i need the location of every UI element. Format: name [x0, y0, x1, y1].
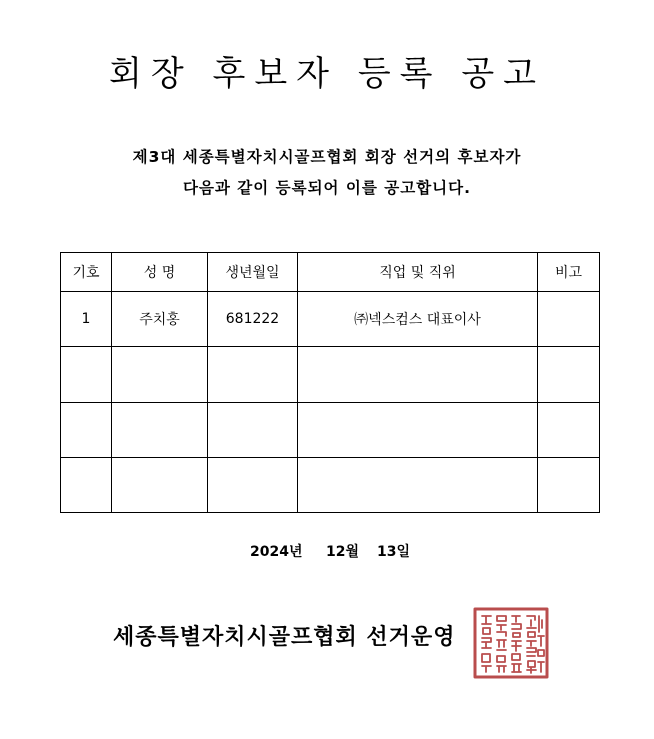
cell-job: [298, 402, 538, 457]
cell-note: [538, 292, 600, 347]
table-row: [61, 347, 600, 402]
header-birth: 생년월일: [208, 253, 298, 292]
intro-line-1: 제3대 세종특별자치시골프협회 회장 선거의 후보자가: [132, 148, 522, 166]
cell-birth: [208, 457, 298, 512]
cell-note: [538, 402, 600, 457]
table-row: [61, 402, 600, 457]
table-row: [61, 457, 600, 512]
cell-name: [112, 457, 208, 512]
cell-birth: [208, 347, 298, 402]
cell-birth: 681222: [208, 292, 298, 347]
cell-job: [298, 457, 538, 512]
cell-birth: [208, 402, 298, 457]
cell-name: 주치홍: [112, 292, 208, 347]
header-note: 비고: [538, 253, 600, 292]
table-header-row: [61, 253, 600, 292]
cell-note: [538, 347, 600, 402]
cell-no: [61, 457, 112, 512]
candidate-table: [60, 252, 600, 513]
official-seal-stamp: [472, 606, 550, 680]
cell-no: [61, 402, 112, 457]
header-job: 직업 및 직위: [298, 253, 538, 292]
intro-line-2: 다음과 같이 등록되어 이를 공고합니다.: [182, 179, 472, 197]
date-month: 12월: [326, 544, 360, 560]
date-day: 13일: [377, 544, 411, 560]
cell-no: [61, 347, 112, 402]
cell-no: 1: [61, 292, 112, 347]
cell-job: [298, 347, 538, 402]
notice-intro: [0, 142, 654, 204]
table-row: [61, 292, 600, 347]
cell-name: [112, 402, 208, 457]
notice-title: 회장 후보자 등록 공고: [108, 54, 546, 94]
header-no: 기호: [61, 253, 112, 292]
date-year: 2024년: [250, 544, 303, 560]
header-name: 성 명: [112, 253, 208, 292]
cell-job: ㈜넥스컴스 대표이사: [298, 292, 538, 347]
cell-name: [112, 347, 208, 402]
organization-name: 세종특별자치시골프협회 선거운영: [113, 625, 456, 650]
cell-note: [538, 457, 600, 512]
